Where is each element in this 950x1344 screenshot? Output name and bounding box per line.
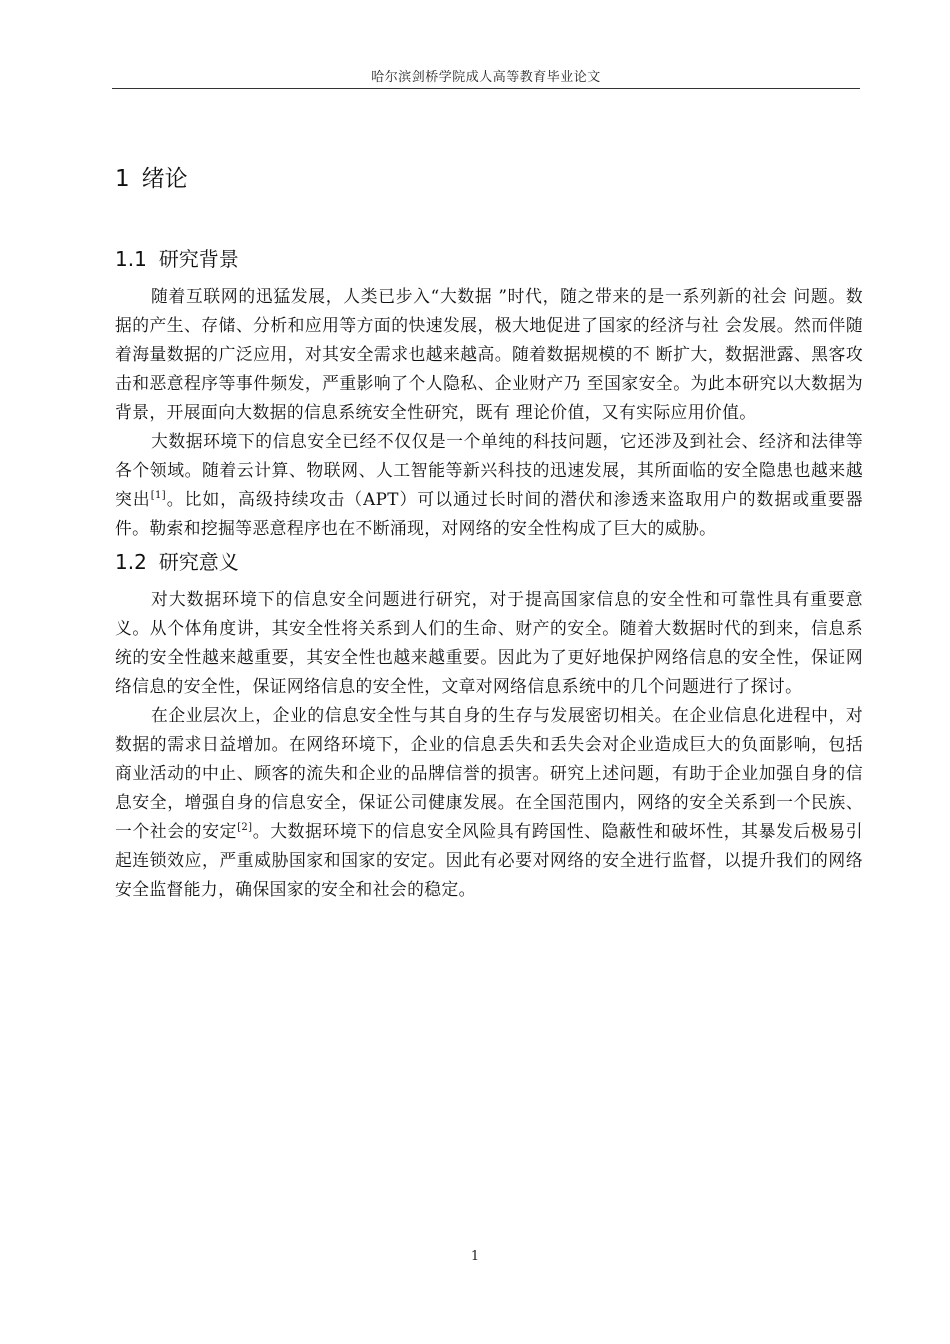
citation-ref-2[interactable]: [2] bbox=[237, 822, 253, 833]
section-heading-background bbox=[115, 242, 863, 276]
paragraph-background-2 bbox=[115, 427, 863, 543]
citation-ref-1[interactable]: [1] bbox=[150, 490, 167, 501]
section-title: 研究意义 bbox=[158, 550, 239, 574]
chapter-title: 绪论 bbox=[141, 166, 188, 192]
paragraph-text: 大数据环境下的信息安全已经不仅仅是一个单纯的科技问题，它还涉及到社会、经济和法律等各个领域。随着云计算、物联网、人工智能等新兴科技的迅速发展，其所面临的安全隐患也越来越突出 bbox=[115, 431, 863, 509]
section-number: 1.1 bbox=[115, 247, 147, 271]
paragraph-text: 。比如，高级持续攻击（APT）可以通过长时间的潜伏和渗透来盗取用户的数据或重要器件。勒索和挖掘等恶意程序也在不断涌现，对网络的安全性构成了巨大的威胁。 bbox=[115, 489, 863, 538]
page-number: 1 bbox=[470, 1249, 480, 1264]
page-body bbox=[115, 160, 863, 904]
paragraph-text: 。大数据环境下的信息安全风险具有跨国性、隐蔽性和破坏性，其暴发后极易引起连锁效应，严重威胁国家和国家的安定。因此有必要对网络的安全进行监督，以提升我们的网络安全监督能力，确保国家的安全和社会的稳定。 bbox=[115, 821, 863, 899]
section-number: 1.2 bbox=[115, 550, 147, 574]
section-heading-significance bbox=[115, 545, 863, 579]
paragraph-text: 在企业层次上，企业的信息安全性与其自身的生存与发展密切相关。在企业信息化进程中，对数据的需求日益增加。在网络环境下，企业的信息丢失和丢失会对企业造成巨大的负面影响，包括商业活动的中止、顾客的流失和企业的品牌信誉的损害。研究上述问题，有助于企业加强自身的信息安全，增强自身的信息安全，保证公司健康发展。在全国范围内，网络的安全关系到一个民族、一个社会的安定 bbox=[115, 705, 863, 841]
chapter-number: 1 bbox=[115, 166, 130, 192]
section-title: 研究背景 bbox=[158, 247, 239, 271]
paragraph-significance-2 bbox=[115, 701, 863, 904]
paragraph-significance-1: 对大数据环境下的信息安全问题进行研究，对于提高国家信息的安全性和可靠性具有重要意义。从个体角度讲，其安全性将关系到人们的生命、财产的安全。随着大数据时代的到来，信息系统的安全性越来越重要，其安全性也越来越重要。因此为了更好地保护网络信息的安全性，保证网络信息的安全性，保证网络信息的安全性，文章对网络信息系统中的几个问题进行了探讨。 bbox=[115, 589, 863, 696]
chapter-heading bbox=[115, 160, 863, 198]
paragraph-background-1: 随着互联网的迅猛发展，人类已步入“大数据 ”时代，随之带来的是一系列新的社会 问题。数据的产生、存储、分析和应用等方面的快速发展，极大地促进了国家的经济与社 会发展。然而伴随着海量数据的广泛应用，对其安全需求也越来越高。随着数据规模的不 断扩大，数据泄露、黑客攻击和恶意程序等事件频发，严重影响了个人隐私、企业财产乃 至国家安全。为此本研究以大数据为背景，开展面向大数据的信息系统安全性研究，既有 理论价值，又有实际应用价值。 bbox=[115, 286, 863, 422]
running-header: 哈尔滨剑桥学院成人高等教育毕业论文 bbox=[371, 70, 601, 85]
header-rule bbox=[112, 88, 860, 89]
